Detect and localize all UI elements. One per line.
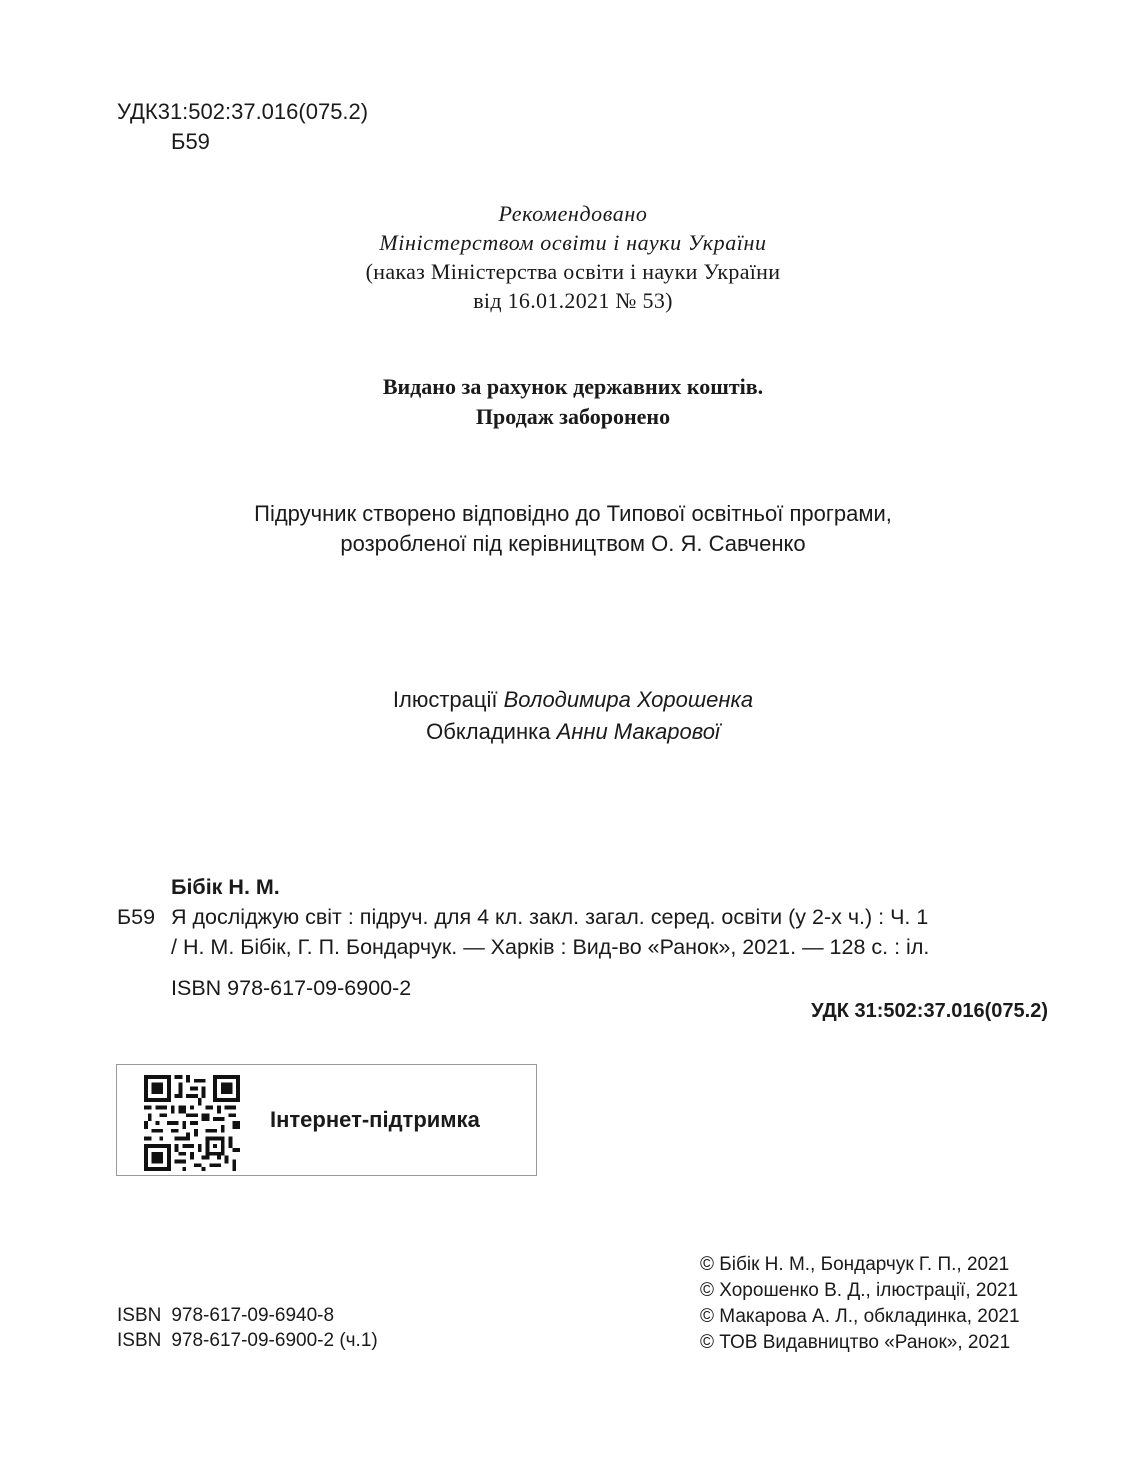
- illustrations-name: Володимира Хорошенка: [503, 687, 754, 712]
- isbn-entry: [117, 1328, 378, 1353]
- biblio-line-2: / Н. М. Бібік, Г. П. Бондарчук. — Харків : Вид-во «Ранок», 2021. — 128 с. : іл.: [171, 935, 930, 959]
- bibliographic-record: [117, 872, 1057, 1003]
- recommendation-line-3: (наказ Міністерства освіти і науки України: [365, 259, 781, 284]
- illustrations-credit: [200, 684, 946, 716]
- internet-support-box[interactable]: [116, 1064, 537, 1176]
- internet-support-label[interactable]: Інтернет-підтримка: [270, 1107, 480, 1132]
- isbn-number: 978-617-09-6900-2 (ч.1): [171, 1330, 378, 1351]
- isbn-number: 978-617-09-6940-8: [171, 1305, 335, 1326]
- biblio-author: Бібік Н. М.: [171, 875, 280, 899]
- ministry-recommendation: [200, 199, 946, 315]
- funding-line-1: Видано за рахунок державних коштів.: [382, 374, 764, 399]
- udk-header: [117, 97, 368, 157]
- program-statement: [150, 499, 996, 559]
- cover-credit: [200, 716, 946, 748]
- isbn-list: [117, 1303, 378, 1353]
- funding-line-2: Продаж заборонено: [475, 404, 671, 429]
- illustrations-label: Ілюстрації: [392, 687, 498, 712]
- copyright-line: © Бібік Н. М., Бондарчук Г. П., 2021: [700, 1254, 1010, 1275]
- biblio-isbn: ISBN 978-617-09-6900-2: [171, 976, 412, 1000]
- udk-code: УДК31:502:37.016(075.2): [117, 99, 369, 124]
- recommendation-line-4: від 16.01.2021 № 53): [473, 288, 673, 313]
- isbn-prefix: ISBN: [117, 1330, 162, 1351]
- author-mark: Б59: [171, 129, 210, 154]
- cover-name: Анни Макарової: [556, 719, 720, 744]
- credits: [200, 684, 946, 748]
- program-line-1: Підручник створено відповідно до Типової освітньої програми,: [254, 501, 892, 526]
- qr-code-icon[interactable]: [144, 1075, 240, 1171]
- isbn-entry: [117, 1303, 378, 1328]
- biblio-udk: УДК 31:502:37.016(075.2): [811, 1000, 1048, 1022]
- copyright-notices: [700, 1252, 1020, 1356]
- biblio-code: Б59: [117, 905, 156, 929]
- copyright-line: © Хорошенко В. Д., ілюстрації, 2021: [700, 1280, 1019, 1301]
- recommendation-line-1: Рекомендовано: [498, 201, 648, 226]
- copyright-line: © ТОВ Видавництво «Ранок», 2021: [700, 1332, 1011, 1353]
- biblio-line-1: Я досліджую світ : підруч. для 4 кл. закл. загал. серед. освіти (у 2-х ч.) : Ч. 1: [171, 905, 929, 929]
- isbn-prefix: ISBN: [117, 1305, 162, 1326]
- program-line-2: розробленої під керівництвом О. Я. Савченко: [340, 531, 806, 556]
- cover-label: Обкладинка: [426, 719, 551, 744]
- funding-notice: [200, 372, 946, 432]
- recommendation-line-2: Міністерством освіти і науки України: [379, 230, 767, 255]
- biblio-title-row: [117, 902, 1057, 932]
- copyright-line: © Макарова А. Л., обкладинка, 2021: [700, 1306, 1020, 1327]
